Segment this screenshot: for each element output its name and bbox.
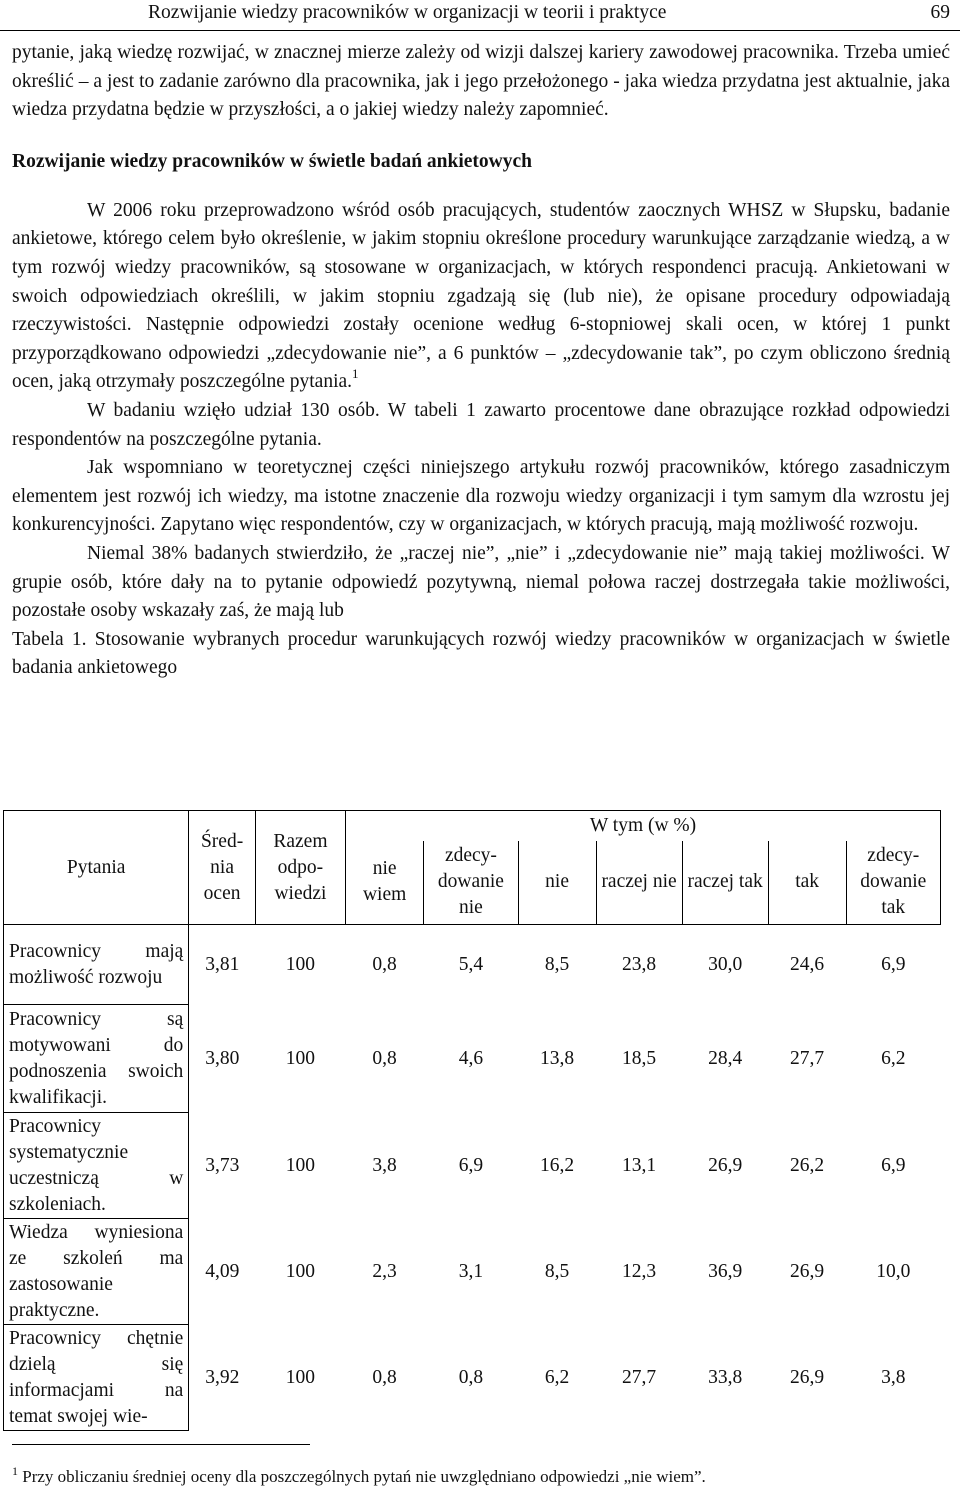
paragraph-3: W badaniu wzięło udział 130 osób. W tabeli 1 zawarto procentowe dane obrazujące rozkład odpowiedzi respondentów na poszczególne pytania. — [12, 399, 950, 450]
table-body — [4, 925, 941, 1431]
col-header-group: W tym (w %) — [346, 811, 941, 841]
row-value: 30,0 — [708, 953, 743, 975]
row-value: 8,5 — [544, 953, 570, 975]
row-value: 6,2 — [881, 1047, 906, 1069]
row-question: Pracownicy są motywowani do podnoszenia swoich kwalifikacji. — [4, 1005, 189, 1113]
table-caption: Tabela 1. Stosowanie wybranych procedur warunkujących rozwój wiedzy pracowników w organizacjach w świetle badania ankietowego — [12, 628, 950, 679]
row-question: Pracownicy chętnie dzielą się informacjami na temat swojej wie- — [4, 1325, 189, 1431]
row-value: 16,2 — [540, 1154, 575, 1176]
running-title: Rozwijanie wiedzy pracowników w organizacji w teorii i praktyce — [148, 2, 667, 23]
col-header-def-yes: zdecy-dowanie tak — [846, 841, 940, 925]
col-header-total: Razem odpo-wiedzi — [255, 811, 345, 925]
row-question: Pracownicy systematycznie uczestniczą w szkoleniach. — [4, 1113, 189, 1219]
row-value: 100 — [285, 1154, 316, 1176]
row-value: 5,4 — [458, 953, 484, 975]
table-row — [4, 925, 941, 1005]
row-value: 0,8 — [458, 1366, 484, 1388]
row-value: 8,5 — [544, 1260, 570, 1282]
row-value: 0,8 — [372, 1047, 397, 1069]
running-header — [0, 0, 960, 31]
row-value: 27,7 — [622, 1366, 657, 1388]
paragraph-2 — [12, 197, 950, 397]
row-value: 3,8 — [881, 1366, 906, 1388]
row-value: 28,4 — [708, 1047, 743, 1069]
row-value: 100 — [285, 1366, 316, 1388]
row-value: 100 — [285, 1260, 316, 1282]
table-row — [4, 1005, 941, 1113]
row-value: 4,09 — [205, 1260, 240, 1282]
row-value: 0,8 — [372, 953, 397, 975]
row-value: 26,9 — [790, 1366, 825, 1388]
row-value: 100 — [285, 1047, 316, 1069]
row-value: 26,9 — [708, 1154, 743, 1176]
col-header-rather-yes: raczej tak — [682, 841, 768, 925]
footnote-text: Przy obliczaniu średniej oceny dla poszczególnych pytań nie uwzględniano odpowiedzi „nie wiem”. — [22, 1467, 706, 1486]
row-value: 23,8 — [622, 953, 657, 975]
footnote-ref: 1 — [352, 366, 359, 382]
table-row — [4, 1325, 941, 1431]
row-value: 100 — [285, 953, 316, 975]
col-header-questions: Pytania — [4, 811, 189, 925]
row-value: 0,8 — [372, 1366, 397, 1388]
row-value: 3,92 — [205, 1366, 240, 1388]
col-header-yes: tak — [768, 841, 846, 925]
row-value: 6,9 — [881, 953, 906, 975]
row-value: 10,0 — [876, 1260, 911, 1282]
row-question: Pracownicy mają możliwość rozwoju — [4, 925, 189, 1005]
page-number: 69 — [930, 2, 950, 23]
row-value: 26,2 — [790, 1154, 825, 1176]
row-value: 3,81 — [205, 953, 240, 975]
row-value: 6,2 — [544, 1366, 570, 1388]
col-header-dont-know: nie wiem — [346, 841, 424, 925]
paragraph-1: pytanie, jaką wiedzę rozwijać, w znacznej mierze zależy od wizji dalszej kariery zawodowej pracownika. Trzeba umieć określić – a jest to zadanie zarówno dla pracownika, jak i jego przełożonego - jaka wiedza przydatna jest aktualnie, jaka wiedza przydatna będzie w przyszłości, a o jakiej wiedzy należy zapomnieć. — [12, 42, 950, 121]
footnote — [12, 1459, 706, 1489]
row-value: 3,80 — [205, 1047, 240, 1069]
row-value: 4,6 — [458, 1047, 484, 1069]
col-header-def-no: zdecy-dowanie nie — [424, 841, 518, 925]
row-value: 3,8 — [372, 1154, 397, 1176]
row-value: 13,1 — [622, 1154, 657, 1176]
row-value: 2,3 — [372, 1260, 397, 1282]
row-value: 12,3 — [622, 1260, 657, 1282]
col-header-rather-no: raczej nie — [596, 841, 682, 925]
row-question: Wiedza wyniesiona ze szkoleń ma zastosowanie praktyczne. — [4, 1219, 189, 1325]
table-row — [4, 1219, 941, 1325]
paragraph-2-text: W 2006 roku przeprowadzono wśród osób pracujących, studentów zaocznych WHSZ w Słupsku, badanie ankietowe, którego celem było określenie, w jakim stopniu określone procedury warunkujące zarządzanie wiedzą, a w tym rozwój wiedzy pracowników, są stosowane w organizacjach, w których respondenci pracują. Ankietowani w swoich odpowiedziach określili, w jakim stopniu zgadzają się (lub nie), że opisane procedury odpowiadają rzeczywistości. Następnie odpowiedzi zostały ocenione według 6-stopniowej skali ocen, w której 1 punkt przyporządkowano odpowiedzi „zdecydowanie nie”, a 6 punktów – „zdecydowanie tak”, po czym obliczono średnią ocen, jaką otrzymały poszczególne pytania. — [12, 199, 950, 393]
footnote-rule — [12, 1444, 310, 1445]
row-value: 3,73 — [205, 1154, 240, 1176]
section-heading: Rozwijanie wiedzy pracowników w świetle badań ankietowych — [12, 150, 532, 172]
row-value: 18,5 — [622, 1047, 657, 1069]
row-value: 26,9 — [790, 1260, 825, 1282]
footnote-marker: 1 — [12, 1464, 18, 1478]
row-value: 27,7 — [790, 1047, 825, 1069]
paragraph-4: Jak wspomniano w teoretycznej części niniejszego artykułu rozwój pracowników, którego zasadniczym elementem jest rozwój ich wiedzy, ma istotne znaczenie dla rozwoju wiedzy organizacji i tym samym dla wzrostu jej konkurencyjności. Zapytano więc respondentów, czy w organizacjach, w których pracują, mają możliwość rozwoju. — [12, 457, 950, 536]
body-text — [12, 39, 950, 683]
row-value: 24,6 — [790, 953, 825, 975]
row-value: 6,9 — [458, 1154, 484, 1176]
survey-table — [3, 810, 941, 1431]
col-header-no: nie — [518, 841, 596, 925]
row-value: 3,1 — [458, 1260, 484, 1282]
row-value: 13,8 — [540, 1047, 575, 1069]
row-value: 33,8 — [708, 1366, 743, 1388]
table-row — [4, 1113, 941, 1219]
row-value: 6,9 — [881, 1154, 906, 1176]
row-value: 36,9 — [708, 1260, 743, 1282]
paragraph-5: Niemal 38% badanych stwierdziło, że „raczej nie”, „nie” i „zdecydowanie nie” mają takiej możliwości. W grupie osób, które dały na to pytanie odpowiedź pozytywną, niemal połowa raczej dostrzegała takie możliwości, pozostałe osoby wskazały zaś, że mają lub — [12, 542, 950, 622]
col-header-mean: Śred-nia ocen — [189, 811, 256, 925]
